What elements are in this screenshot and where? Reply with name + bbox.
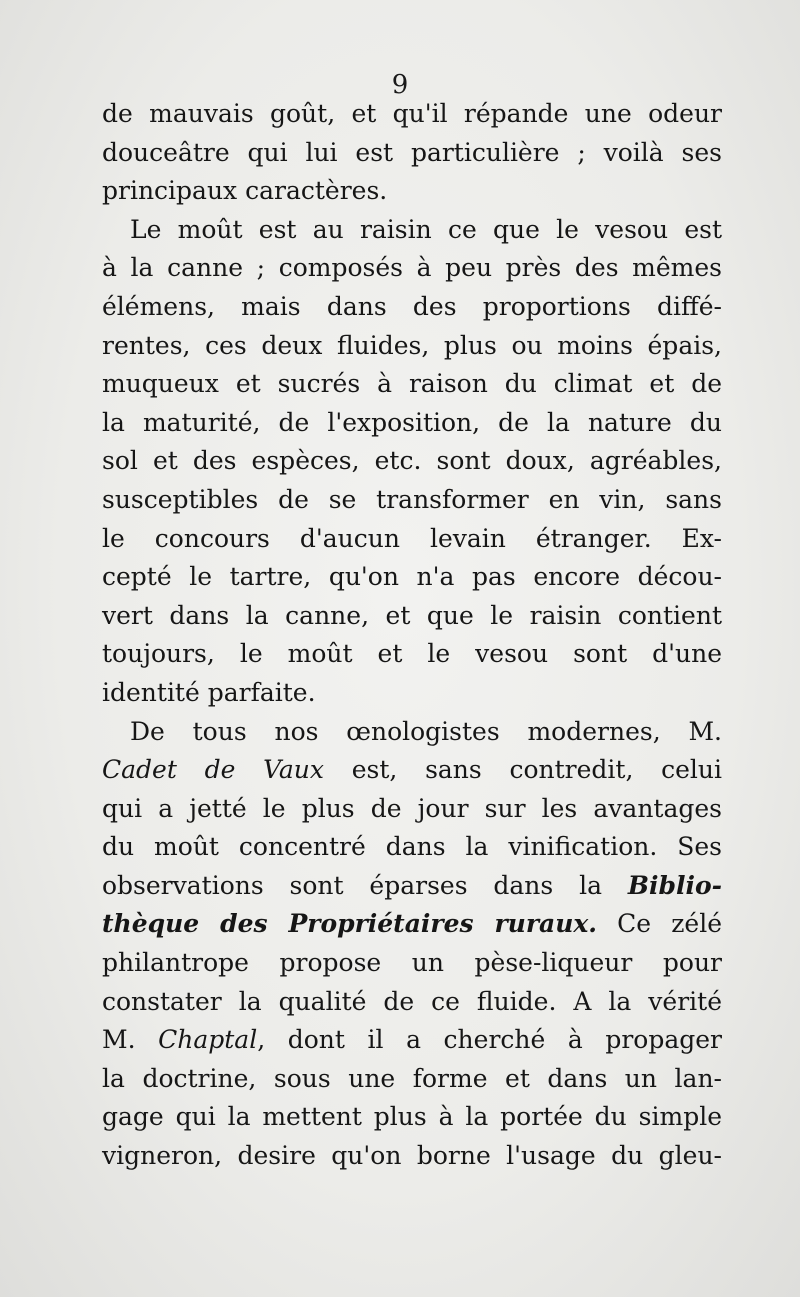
text-line: susceptibles de se transformer en vin, sans: [102, 484, 722, 514]
text-line: élémens, mais dans des proportions diffé-: [102, 291, 722, 321]
text-segment: De tous nos œnologistes modernes, M.: [130, 716, 722, 746]
text-line: principaux caractères.: [102, 176, 388, 206]
text-line: [102, 751, 722, 790]
text-line: vigneron, desire qu'on borne l'usage du gleu-: [102, 1141, 722, 1171]
text-line: Le moût est au raisin ce que le vesou est: [130, 214, 722, 244]
text-line: qui a jetté le plus de jour sur les avantages: [102, 793, 722, 823]
text-line: toujours, le moût et le vesou sont d'une: [102, 639, 722, 669]
author-name-cadet-de-vaux: Cadet de Vaux: [102, 755, 324, 785]
text-line: cepté le tartre, qu'on n'a pas encore décou-: [102, 562, 722, 592]
text-segment: observations sont éparses dans la: [102, 870, 628, 900]
text-line: muqueux et sucrés à raison du climat et de: [102, 369, 722, 399]
text-line: philantrope propose un pèse-liqueur pour: [102, 948, 722, 978]
text-line: douceâtre qui lui est particulière ; voilà ses: [102, 137, 722, 167]
author-name-chaptal: Chaptal: [158, 1025, 258, 1055]
text-segment: M.: [102, 1025, 159, 1055]
text-line: la maturité, de l'exposition, de la nature du: [102, 407, 722, 437]
text-line: la doctrine, sous une forme et dans un lan-: [102, 1063, 722, 1093]
text-line: gage qui la mettent plus à la portée du simple: [102, 1102, 722, 1132]
text-line: [102, 713, 722, 752]
text-line: du moût concentré dans la vinification. Ses: [102, 832, 722, 862]
book-title-part: Biblio-: [627, 870, 722, 900]
text-line: constater la qualité de ce fluide. A la vérité: [102, 986, 722, 1016]
text-line: [102, 905, 722, 944]
text-line: vert dans la canne, et que le raisin contient: [102, 600, 722, 630]
text-segment: Ce zélé: [597, 909, 722, 939]
text-line: rentes, ces deux fluides, plus ou moins épais,: [102, 330, 722, 360]
text-line: le concours d'aucun levain étranger. Ex-: [102, 523, 722, 553]
text-line: [102, 1021, 722, 1060]
text-line: à la canne ; composés à peu près des mêmes: [102, 253, 722, 283]
text-segment: , dont il a cherché à propager: [257, 1025, 722, 1055]
text-line: [102, 867, 722, 906]
text-segment: est, sans contredit, celui: [324, 755, 723, 785]
text-line: sol et des espèces, etc. sont doux, agréables,: [102, 446, 722, 476]
text-line: identité parfaite.: [102, 677, 316, 707]
page-number: 9: [391, 70, 409, 100]
book-title-part: thèque des Propriétaires ruraux.: [102, 909, 597, 939]
body-text: [102, 95, 722, 1176]
text-line: de mauvais goût, et qu'il répande une odeur: [102, 99, 722, 128]
